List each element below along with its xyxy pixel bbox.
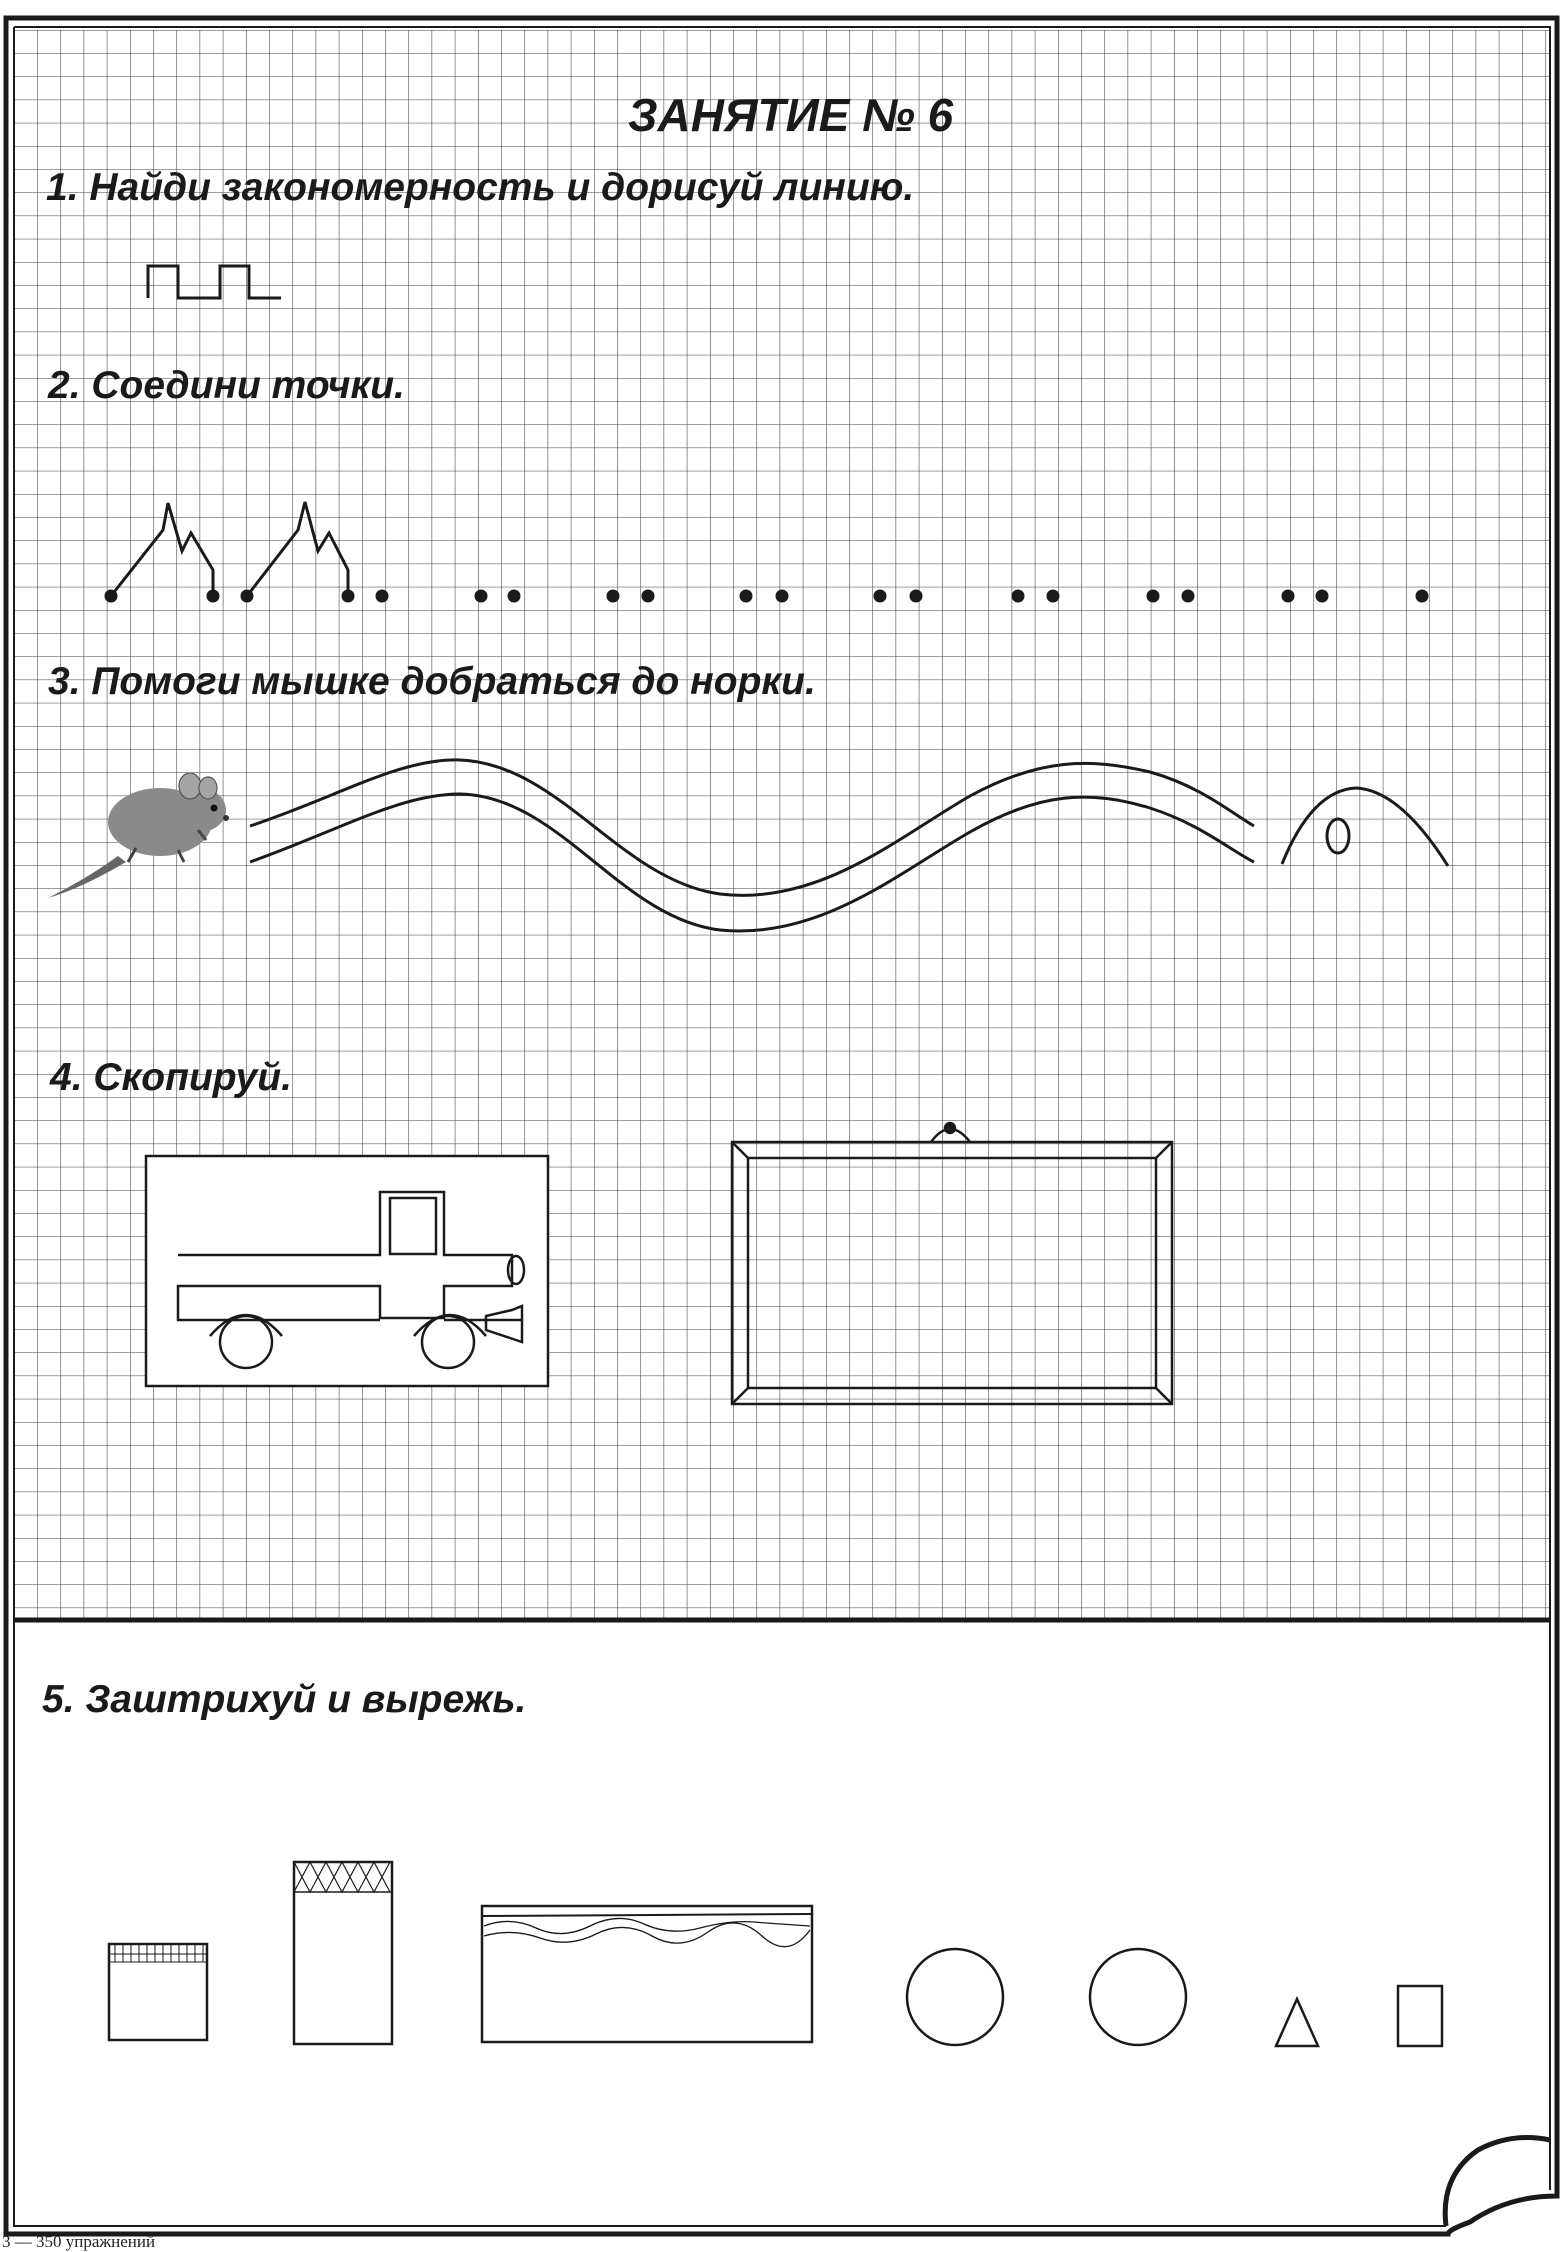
tall-rectangle-shape [294, 1862, 392, 2044]
task-3-label: 3. Помоги мышке добраться до норки. [48, 660, 816, 703]
task-5-label: 5. Заштрихуй и вырежь. [42, 1678, 527, 1721]
small-square-shape [109, 1944, 207, 2040]
dot [342, 590, 355, 603]
dot [207, 590, 220, 603]
circle-shape-2 [1090, 1949, 1186, 2045]
dot [1047, 590, 1060, 603]
dot [740, 590, 753, 603]
dot [105, 590, 118, 603]
dot [376, 590, 389, 603]
triangle-shape [1276, 1999, 1318, 2046]
truck-drawing [146, 1156, 548, 1386]
dot [776, 590, 789, 603]
dot [607, 590, 620, 603]
dot [1316, 590, 1329, 603]
dot [1282, 590, 1295, 603]
task-2-label: 2. Соедини точки. [48, 364, 405, 407]
small-rectangle-shape [1398, 1986, 1442, 2046]
dot [241, 590, 254, 603]
page-footer: 3 — 350 упражнений [2, 2232, 156, 2251]
dot [1182, 590, 1195, 603]
dot [508, 590, 521, 603]
task-1-label: 1. Найди закономерность и дорисуй линию. [46, 166, 915, 209]
dot [874, 590, 887, 603]
dot [910, 590, 923, 603]
dot [1416, 590, 1429, 603]
circle-shape-1 [907, 1949, 1003, 2045]
wide-rectangle-shape [482, 1906, 812, 2042]
dot [1012, 590, 1025, 603]
task-4-label: 4. Скопируй. [50, 1056, 292, 1099]
page-title: ЗАНЯТИЕ № 6 [628, 89, 954, 141]
dot [1147, 590, 1160, 603]
dot [642, 590, 655, 603]
dot [475, 590, 488, 603]
